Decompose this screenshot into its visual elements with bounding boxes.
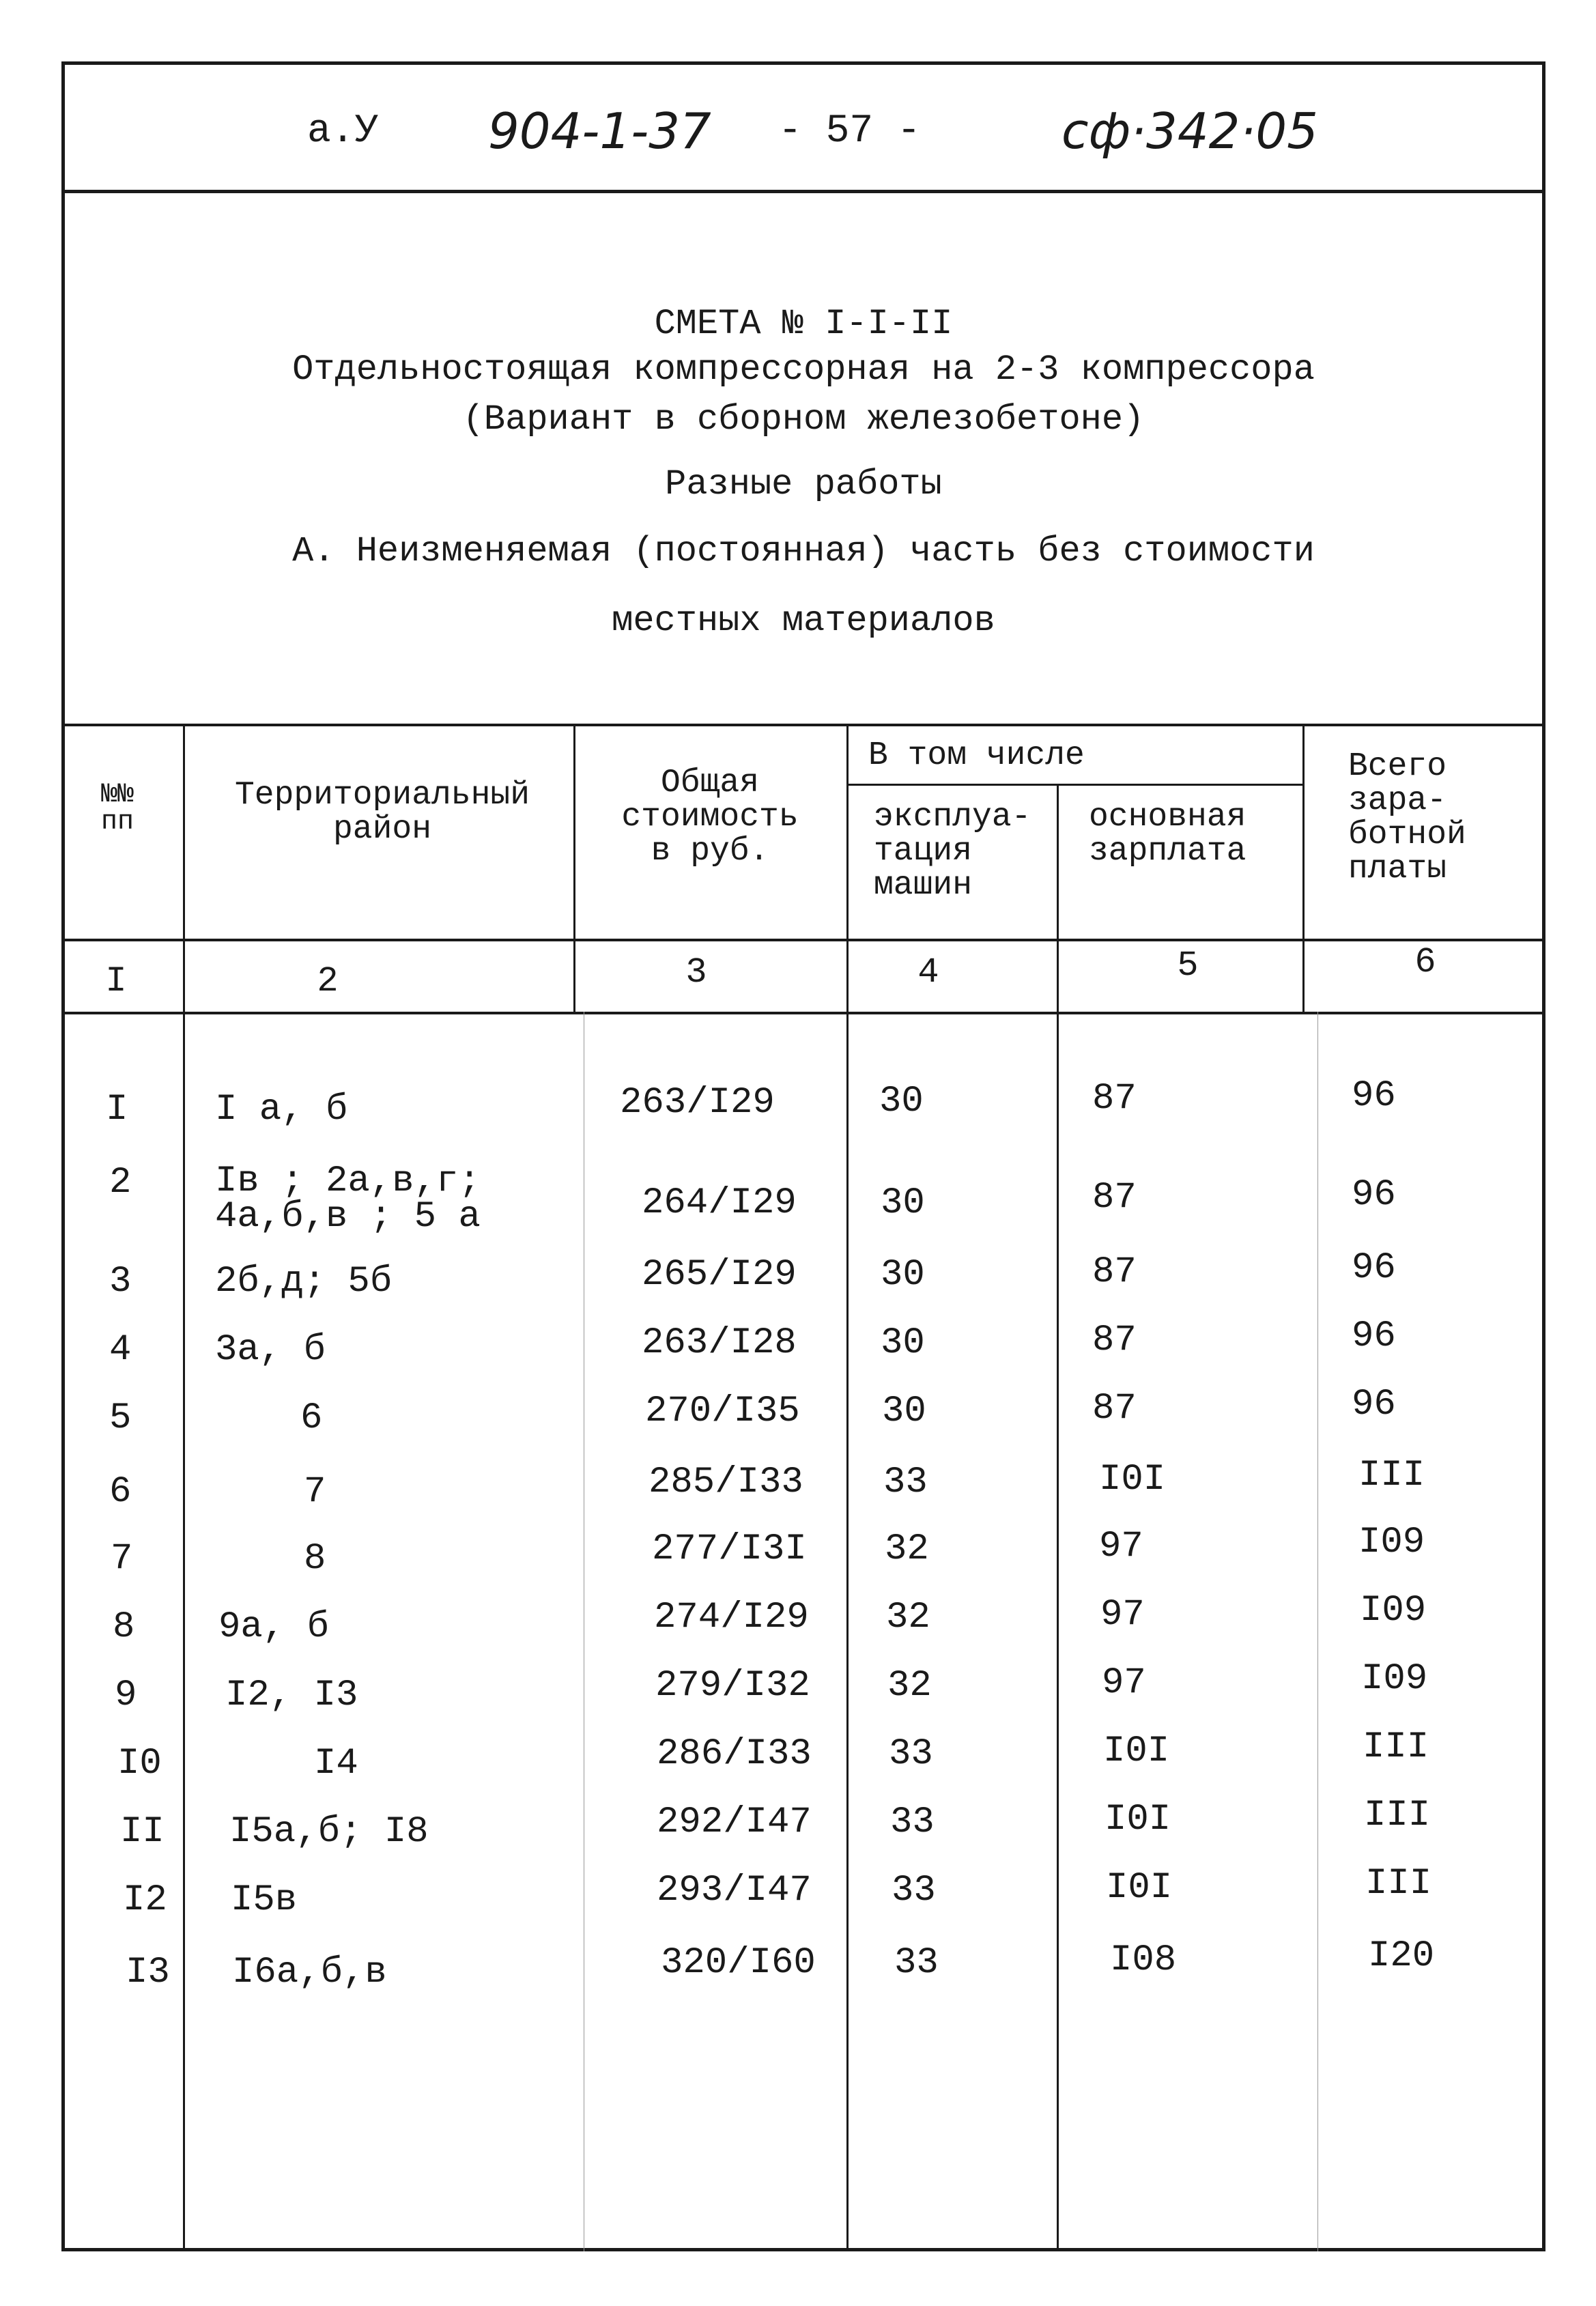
col-header-total-salary: Всего зара- ботной платы (1348, 748, 1466, 887)
row-machines: 33 (890, 1802, 935, 1843)
row-total-salary: 96 (1352, 1384, 1396, 1425)
row-num: 9 (115, 1675, 137, 1716)
row-machines: 30 (881, 1254, 925, 1296)
row-machines: 32 (887, 1665, 932, 1707)
table-row (0, 1161, 1596, 1238)
col-number-4: 4 (917, 952, 939, 993)
row-region: I2, I3 (225, 1675, 358, 1716)
page-number: - 57 - (778, 109, 921, 154)
row-region: I а, б (215, 1089, 348, 1130)
row-total-salary: 96 (1352, 1315, 1396, 1357)
header-bottom-line (61, 939, 1545, 941)
row-region: 9а, б (218, 1606, 330, 1648)
row-machines: 30 (882, 1391, 926, 1432)
row-total-salary: I09 (1361, 1658, 1428, 1700)
row-base-salary: I0I (1103, 1731, 1170, 1772)
row-total-salary: 96 (1352, 1247, 1396, 1289)
row-total-salary: 96 (1352, 1075, 1396, 1117)
row-num: 7 (111, 1538, 133, 1580)
row-cost: 293/I47 (657, 1870, 812, 1911)
row-base-salary: I0I (1106, 1867, 1173, 1909)
part-description: А. Неизменяемая (постоянная) часть без стоимости (292, 531, 1315, 571)
row-total-salary: I09 (1360, 1590, 1427, 1632)
row-machines: 33 (889, 1733, 933, 1775)
part-description-cont: местных материалов (612, 601, 995, 641)
row-base-salary: 87 (1092, 1078, 1137, 1120)
row-cost: 285/I33 (649, 1462, 803, 1503)
row-total-salary: III (1358, 1455, 1425, 1496)
row-cost: 279/I32 (655, 1665, 810, 1707)
row-total-salary: 96 (1352, 1174, 1396, 1216)
table-row (0, 1384, 1596, 1468)
row-num: 5 (109, 1397, 132, 1439)
project-code: 904-1-37 (488, 102, 711, 160)
row-cost: 270/I35 (645, 1391, 800, 1432)
row-base-salary: 87 (1092, 1388, 1137, 1429)
row-base-salary: I0I (1105, 1799, 1171, 1840)
row-machines: 30 (879, 1081, 924, 1122)
works-type: Разные работы (665, 464, 942, 504)
row-cost: 286/I33 (657, 1733, 812, 1775)
row-region: I5а,б; I8 (229, 1811, 429, 1853)
row-num: 4 (109, 1329, 132, 1371)
table-top-line (61, 724, 1545, 726)
row-total-salary: III (1365, 1863, 1432, 1905)
col-header-machines: эксплуа- тация машин (874, 799, 1031, 904)
row-num: 2 (109, 1162, 132, 1204)
variant: (Вариант в сборном железобетоне) (462, 399, 1145, 440)
row-cost: 265/I29 (642, 1254, 797, 1296)
table-row (0, 1935, 1596, 2022)
row-cost: 292/I47 (657, 1802, 812, 1843)
row-base-salary: I0I (1099, 1459, 1166, 1500)
col-number-6: 6 (1414, 942, 1436, 982)
row-region: 7 (304, 1471, 326, 1513)
col-header-including: В том числе (868, 737, 1085, 774)
row-cost: 277/I3I (652, 1528, 807, 1570)
row-base-salary: I08 (1110, 1939, 1177, 1981)
row-base-salary: 87 (1092, 1251, 1137, 1293)
row-num: 8 (113, 1606, 135, 1648)
row-num: II (120, 1811, 165, 1853)
row-cost: 263/I28 (642, 1322, 797, 1364)
row-region: I6а,б,в (232, 1952, 387, 1993)
table-row (0, 1863, 1596, 1950)
row-region: Iв ; 2а,в,г; 4а,б,в ; 5 а (215, 1161, 481, 1238)
row-machines: 32 (885, 1528, 929, 1570)
row-machines: 30 (881, 1322, 925, 1364)
row-region: 8 (304, 1538, 326, 1580)
col-header-region: Территориальный район (234, 777, 530, 848)
row-num: 3 (109, 1261, 132, 1303)
row-base-salary: 97 (1102, 1662, 1146, 1704)
row-base-salary: 87 (1092, 1177, 1137, 1219)
header-prefix: а.У (307, 109, 379, 154)
row-machines: 32 (886, 1597, 930, 1638)
row-cost: 274/I29 (654, 1597, 809, 1638)
row-cost: 264/I29 (642, 1182, 797, 1224)
row-total-salary: III (1363, 1726, 1429, 1768)
col-number-1: I (105, 961, 127, 1001)
row-machines: 33 (883, 1462, 928, 1503)
colnum-bottom-line (61, 1012, 1545, 1014)
row-region: 6 (300, 1397, 323, 1439)
col-header-num: №№ пп (101, 780, 134, 838)
row-region: 3а, б (215, 1329, 326, 1371)
row-total-salary: I20 (1368, 1935, 1435, 1977)
row-machines: 30 (881, 1182, 925, 1224)
col-number-3: 3 (685, 952, 707, 993)
col-header-total-cost: Общая стоимость в руб. (621, 765, 799, 870)
row-machines: 33 (894, 1942, 939, 1984)
row-num: I2 (123, 1879, 167, 1921)
row-base-salary: 97 (1099, 1526, 1143, 1567)
row-cost: 320/I60 (661, 1942, 816, 1984)
row-region: I5в (231, 1879, 298, 1921)
header-divider (61, 190, 1545, 193)
row-region: 2б,д; 5б (215, 1261, 393, 1303)
row-num: I0 (117, 1743, 162, 1784)
row-region: I4 (314, 1743, 358, 1784)
row-num: I (106, 1089, 128, 1130)
row-base-salary: 97 (1100, 1594, 1145, 1636)
row-num: I3 (126, 1952, 170, 1993)
estimate-title: СМЕТА № I-I-II (654, 304, 953, 344)
table-row (0, 1075, 1596, 1159)
col-header-base-salary: основная зарплата (1089, 799, 1246, 870)
row-total-salary: I09 (1358, 1522, 1425, 1563)
row-machines: 33 (892, 1870, 936, 1911)
object-name: Отдельностоящая компрессорная на 2-3 компрессора (292, 350, 1315, 390)
col-divider-2 (573, 724, 575, 1012)
col-number-5: 5 (1177, 945, 1199, 986)
col-divider-5 (1302, 724, 1305, 1012)
row-total-salary: III (1364, 1795, 1431, 1836)
subheader-line (846, 784, 1302, 786)
row-cost: 263/I29 (620, 1082, 775, 1124)
col-number-2: 2 (317, 961, 339, 1001)
row-num: 6 (109, 1471, 132, 1513)
row-base-salary: 87 (1092, 1320, 1137, 1361)
sheet-code: сф·342·05 (1061, 102, 1318, 160)
